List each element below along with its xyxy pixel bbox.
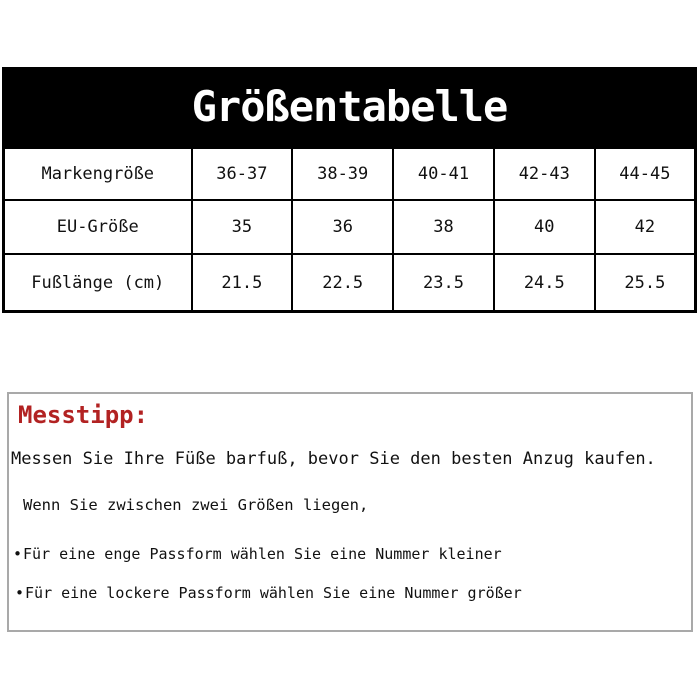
title-banner <box>2 67 697 146</box>
table-row <box>4 200 696 254</box>
size-cell: 38-39 <box>292 148 393 201</box>
size-cell: 40 <box>494 200 595 254</box>
size-cell: 40-41 <box>393 148 494 201</box>
size-cell: 38 <box>393 200 494 254</box>
bullet-icon: • <box>13 545 23 563</box>
tip-heading: Messtipp: <box>18 401 149 429</box>
bullet-text: Für eine enge Passform wählen Sie eine Nummer kleiner <box>23 545 502 563</box>
table-row <box>4 148 696 201</box>
table-row <box>4 254 696 312</box>
tip-note-text: Wenn Sie zwischen zwei Größen liegen, <box>23 496 369 514</box>
size-cell: 22.5 <box>292 254 393 312</box>
size-cell: 36 <box>292 200 393 254</box>
row-label-foot-length: Fußlänge (cm) <box>4 254 192 312</box>
bullet-item <box>13 545 502 563</box>
row-label-brand-size: Markengröße <box>4 148 192 201</box>
size-cell: 42-43 <box>494 148 595 201</box>
bullet-text: Für eine lockere Passform wählen Sie eine Nummer größer <box>25 584 522 602</box>
tip-intro-text: Messen Sie Ihre Füße barfuß, bevor Sie den besten Anzug kaufen. <box>11 449 656 469</box>
bullet-item <box>15 584 522 602</box>
size-cell: 44-45 <box>595 148 696 201</box>
size-cell: 42 <box>595 200 696 254</box>
size-cell: 23.5 <box>393 254 494 312</box>
tip-box <box>7 392 693 632</box>
row-label-eu-size: EU-Größe <box>4 200 192 254</box>
page-title: Größentabelle <box>191 82 508 131</box>
bullet-icon: • <box>15 584 25 602</box>
size-cell: 25.5 <box>595 254 696 312</box>
size-cell: 24.5 <box>494 254 595 312</box>
size-cell: 36-37 <box>192 148 293 201</box>
size-table <box>2 146 697 313</box>
size-cell: 21.5 <box>192 254 293 312</box>
size-cell: 35 <box>192 200 293 254</box>
